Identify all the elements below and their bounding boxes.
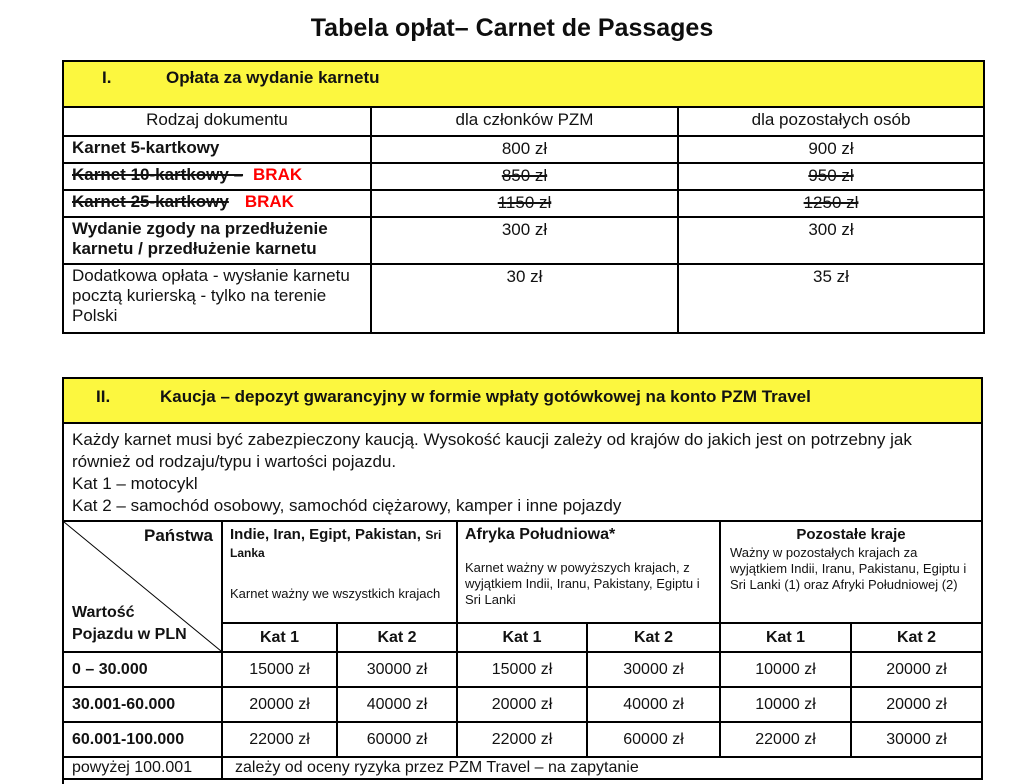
intro-line: również od rodzaju/typu i wartości pojazdu. (72, 452, 397, 471)
document-type-cell: Karnet 5-kartkowy (63, 136, 371, 163)
group-note: Karnet ważny we wszystkich krajach (230, 586, 441, 601)
member-price-cell: 800 zł (371, 136, 678, 163)
matrix-group-header-row (64, 522, 981, 623)
intro-line: Każdy karnet musi być zabezpieczony kaucją. Wysokość kaucji zależy od krajów do jakich jest on potrzebny jak (72, 430, 912, 449)
group-other-countries-header: Pozostałe kraje Ważny w pozostałych krajach za wyjątkiem Indii, Iranu, Pakistanu, Egiptu i Sri Lanki (1) oraz Afryki Południowej (2) (720, 522, 981, 623)
document-type-cell: Dodatkowa opłata - wysłanie karnetu pocztą kurierską - tylko na terenie Polski (63, 264, 371, 333)
deposit-cell: 15000 zł (457, 652, 587, 687)
member-price-cell: 1150 zł (371, 190, 678, 217)
document-type-cell: Karnet 25-kartkowy BRAK (63, 190, 371, 217)
deposit-cell: 20000 zł (222, 687, 337, 722)
column-header-pzm-members: dla członków PZM (371, 107, 678, 136)
issuance-fees-table (62, 60, 985, 334)
intro-line: Kat 2 – samochód osobowy, samochód ciężarowy, kamper i inne pojazdy (72, 496, 622, 515)
deposit-cell: 10000 zł (720, 652, 851, 687)
deposit-intro-text (64, 424, 981, 522)
deposit-cell: 22000 zł (222, 722, 337, 757)
deposit-cell: 20000 zł (851, 687, 981, 722)
other-price-cell: 950 zł (678, 163, 984, 190)
value-range-cell: 0 – 30.000 (64, 652, 222, 687)
deposit-cell: 30000 zł (851, 722, 981, 757)
cut-off-table-edge (62, 780, 224, 784)
table-row (63, 190, 984, 217)
table-row (64, 722, 981, 757)
table-row (63, 136, 984, 163)
corner-countries-label: Państwa (144, 526, 213, 545)
other-price-cell: 1250 zł (678, 190, 984, 217)
deposit-cell: 22000 zł (457, 722, 587, 757)
group-south-africa-header: Afryka Południowa* Karnet ważny w powyższych krajach, z wyjątkiem Indii, Iranu, Pakistany, Egiptu i Sri Lanki (457, 522, 720, 623)
kat-header: Kat 2 (337, 623, 457, 652)
deposit-cell: 30000 zł (337, 652, 457, 687)
deposit-cell: 15000 zł (222, 652, 337, 687)
group-note: Ważny w pozostałych krajach za wyjątkiem Indii, Iranu, Pakistanu, Egiptu i Sri Lanki (1) oraz Afryki Południowej (2) (730, 545, 967, 592)
kat-header: Kat 1 (720, 623, 851, 652)
deposit-cell: 10000 zł (720, 687, 851, 722)
group-note: Karnet ważny w powyższych krajach, z wyjątkiem Indii, Iranu, Pakistany, Egiptu i Sri Lanki (465, 560, 700, 607)
value-range-cell: 30.001-60.000 (64, 687, 222, 722)
group-india-iran-header: Indie, Iran, Egipt, Pakistan, Sri Lanka Karnet ważny we wszystkich krajach (222, 522, 457, 623)
other-price-cell: 35 zł (678, 264, 984, 333)
deposit-section (62, 377, 983, 780)
section-1-banner (63, 61, 984, 107)
member-price-cell: 30 zł (371, 264, 678, 333)
risk-assessment-note: zależy od oceny ryzyka przez PZM Travel – na zapytanie (222, 757, 981, 778)
other-price-cell: 900 zł (678, 136, 984, 163)
kat-header: Kat 2 (587, 623, 720, 652)
table-row (64, 652, 981, 687)
column-header-other-persons: dla pozostałych osób (678, 107, 984, 136)
brak-label: BRAK (244, 192, 294, 211)
value-range-cell: powyżej 100.001 (64, 757, 222, 778)
section-2-banner (64, 379, 981, 424)
brak-label: BRAK (253, 165, 303, 184)
document-type-cell: Wydanie zgody na przedłużenie karnetu / przedłużenie karnetu (63, 217, 371, 264)
section-2-number: II. (96, 387, 111, 406)
section-1-banner-row (63, 61, 984, 107)
table-row (64, 757, 981, 778)
member-price-cell: 850 zł (371, 163, 678, 190)
page-title: Tabela opłat– Carnet de Passages (310, 14, 714, 42)
column-header-document-type: Rodzaj dokumentu (63, 107, 371, 136)
deposit-cell: 30000 zł (587, 652, 720, 687)
deposit-cell: 60000 zł (587, 722, 720, 757)
deposit-cell: 20000 zł (851, 652, 981, 687)
document-type-cell: Karnet 10-kartkowy – BRAK (63, 163, 371, 190)
value-range-cell: 60.001-100.000 (64, 722, 222, 757)
other-price-cell: 300 zł (678, 217, 984, 264)
deposit-cell: 40000 zł (587, 687, 720, 722)
deposit-cell: 60000 zł (337, 722, 457, 757)
deposit-cell: 20000 zł (457, 687, 587, 722)
intro-line: Kat 1 – motocykl (72, 474, 198, 493)
corner-value-label: Wartość Pojazdu w PLN (72, 604, 187, 643)
kat-header: Kat 2 (851, 623, 981, 652)
document-page (0, 14, 1024, 784)
table-row (63, 264, 984, 333)
deposit-matrix-table (64, 522, 981, 778)
kat-header: Kat 1 (457, 623, 587, 652)
page-content (62, 60, 983, 784)
section-1-number: I. (102, 68, 112, 87)
kat-header: Kat 1 (222, 623, 337, 652)
section-2-heading: Kaucja – depozyt gwarancyjny w formie wpłaty gotówkowej na konto PZM Travel (160, 387, 811, 406)
section-1-heading: Opłata za wydanie karnetu (166, 68, 380, 87)
deposit-cell: 40000 zł (337, 687, 457, 722)
table-row (63, 217, 984, 264)
table-row (64, 687, 981, 722)
member-price-cell: 300 zł (371, 217, 678, 264)
table-row (63, 163, 984, 190)
matrix-corner-cell (64, 522, 222, 652)
fees-header-row (63, 107, 984, 136)
deposit-cell: 22000 zł (720, 722, 851, 757)
